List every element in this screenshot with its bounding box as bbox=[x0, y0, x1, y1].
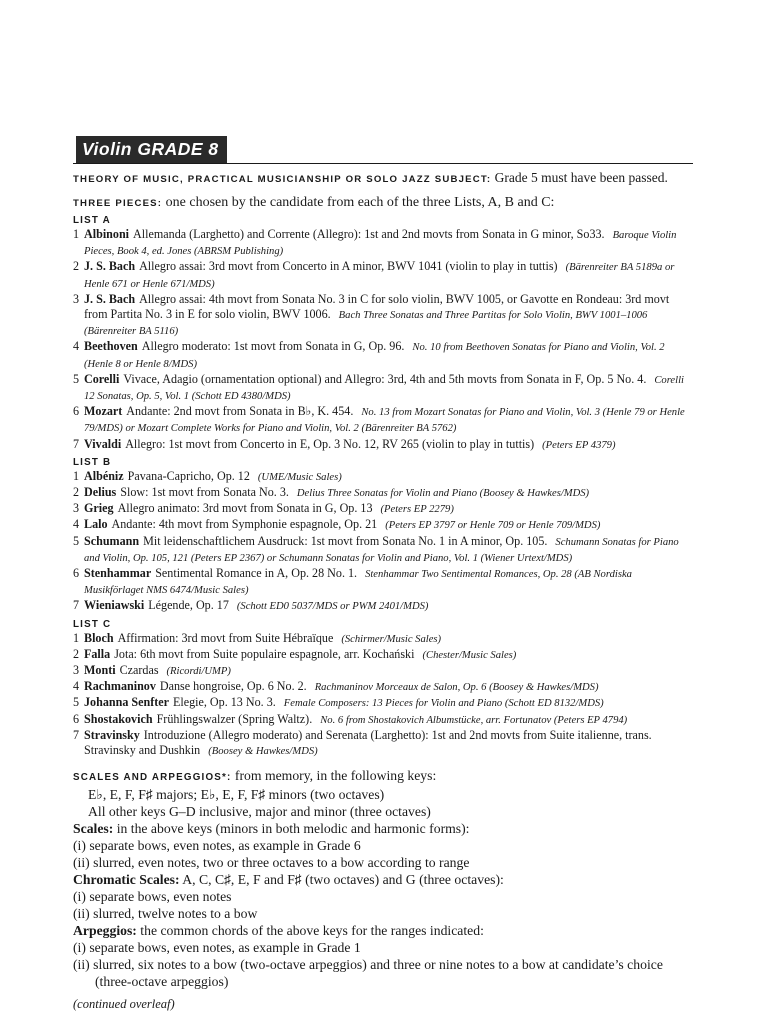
item-number: 6 bbox=[73, 566, 80, 581]
scales-req-label: Scales: bbox=[73, 821, 114, 837]
three-pieces bbox=[73, 195, 693, 211]
composer: Schumann bbox=[84, 533, 140, 548]
piece-title: Sentimental Romance in A, Op. 28 No. 1. bbox=[155, 566, 358, 581]
chromatic-requirement bbox=[73, 871, 693, 888]
list-item bbox=[73, 227, 693, 259]
piece-title: Légende, Op. 17 bbox=[148, 598, 229, 613]
scales-req-text: in the above keys (minors in both melodic and harmonic forms): bbox=[116, 821, 470, 837]
composer: Johanna Senfter bbox=[84, 695, 169, 710]
prerequisite-text: Grade 5 must have been passed. bbox=[494, 170, 668, 185]
arpeggios-option-i: (i) separate bows, even notes, as example in Grade 1 bbox=[73, 940, 361, 956]
chromatic-label: Chromatic Scales: bbox=[73, 872, 180, 888]
arpeggios-option-ii: (ii) slurred, six notes to a bow (two-octave arpeggios) and three or nine notes to a bow at candidate’s choice bbox=[73, 957, 663, 973]
publication: (Bärenreiter BA 5189a or Henle 671 or Henle 671/MDS) bbox=[84, 262, 675, 290]
publication: No. 6 from Shostakovich Albumstücke, arr. Fortunatov (Peters EP 4794) bbox=[320, 714, 628, 726]
three-pieces-text: one chosen by the candidate from each of the three Lists, A, B and C: bbox=[165, 195, 555, 210]
publication: (Peters EP 4379) bbox=[542, 439, 616, 451]
item-number: 6 bbox=[73, 711, 80, 726]
item-number: 1 bbox=[73, 468, 80, 483]
item-body bbox=[84, 469, 693, 485]
piece-title: Allegro assai: 4th movt from Sonata No. 3 in C for solo violin, BWV 1005, or Gavotte en Rondeau: 3rd movt from Partita No. 3 in E for solo violin, BWV 1006. bbox=[84, 291, 670, 322]
composer: Delius bbox=[84, 485, 117, 500]
publication: Stenhammar Two Sentimental Romances, Op. 28 (AB Nordiska Musikförlaget NMS 6474/Music Sales) bbox=[84, 569, 632, 597]
item-number: 4 bbox=[73, 679, 80, 694]
piece-title: Andante: 4th movt from Symphonie espagnole, Op. 21 bbox=[111, 517, 378, 532]
grade-title: Violin GRADE 8 bbox=[76, 136, 227, 163]
prerequisite-label: THEORY OF MUSIC, PRACTICAL MUSICIANSHIP OR SOLO JAZZ SUBJECT: bbox=[73, 174, 492, 185]
item-body bbox=[84, 404, 693, 436]
item-number: 5 bbox=[73, 695, 80, 710]
item-body bbox=[84, 566, 693, 598]
item-number: 7 bbox=[73, 727, 80, 742]
three-pieces-label: THREE PIECES: bbox=[73, 198, 163, 209]
arpeggios-label: Arpeggios: bbox=[73, 923, 137, 939]
chromatic-option-ii: (ii) slurred, twelve notes to a bow bbox=[73, 906, 258, 922]
composer: Albéniz bbox=[84, 468, 124, 483]
publication: Corelli 12 Sonatas, Op. 5, Vol. 1 (Schott ED 4380/MDS) bbox=[84, 374, 684, 403]
composer: Wieniawski bbox=[84, 598, 145, 613]
piece-title: Frühlingswalzer (Spring Waltz). bbox=[156, 711, 313, 726]
piece-title: Introduzione (Allegro moderato) and Serenata (Larghetto): 1st and 2nd movts from Suite italienne, trans. Stravinsky and Dushkin bbox=[84, 727, 652, 758]
item-number: 5 bbox=[73, 371, 80, 386]
title-row bbox=[73, 136, 693, 164]
composer: J. S. Bach bbox=[84, 291, 136, 306]
composer: J. S. Bach bbox=[84, 259, 136, 274]
item-number: 7 bbox=[73, 436, 80, 451]
list-item bbox=[73, 259, 693, 291]
composer: Stenhammar bbox=[84, 566, 152, 581]
item-body bbox=[84, 437, 693, 453]
item-body bbox=[84, 534, 693, 566]
item-body bbox=[84, 517, 693, 533]
chromatic-option-i: (i) separate bows, even notes bbox=[73, 889, 232, 905]
item-number: 6 bbox=[73, 404, 80, 419]
item-body bbox=[84, 647, 693, 663]
publication: Delius Three Sonatas for Violin and Piano (Boosey & Hawkes/MDS) bbox=[296, 488, 590, 500]
list-item bbox=[73, 712, 693, 728]
item-number: 3 bbox=[73, 501, 80, 516]
item-number: 1 bbox=[73, 630, 80, 645]
publication: Bach Three Sonatas and Three Partitas for Solo Violin, BWV 1001–1006 (Bärenreiter BA 5116) bbox=[84, 310, 648, 338]
composer: Grieg bbox=[84, 501, 114, 516]
item-body bbox=[84, 259, 693, 291]
piece-title: Allegro moderato: 1st movt from Sonata in G, Op. 96. bbox=[141, 339, 405, 354]
keys-line-2: All other keys G–D inclusive, major and minor (three octaves) bbox=[88, 804, 431, 820]
composer: Monti bbox=[84, 663, 116, 678]
composer: Bloch bbox=[84, 630, 114, 645]
scales-option-i: (i) separate bows, even notes, as example in Grade 6 bbox=[73, 838, 361, 854]
list-item bbox=[73, 485, 693, 501]
item-body bbox=[84, 728, 693, 759]
composer: Shostakovich bbox=[84, 711, 153, 726]
item-body bbox=[84, 631, 693, 647]
scales-label: SCALES AND ARPEGGIOS*: bbox=[73, 772, 232, 784]
publication: (Ricordi/UMP) bbox=[166, 666, 231, 678]
item-number: 3 bbox=[73, 291, 80, 306]
composer: Corelli bbox=[84, 371, 120, 386]
publication: Rachmaninov Morceaux de Salon, Op. 6 (Boosey & Hawkes/MDS) bbox=[314, 682, 599, 694]
piece-title: Pavana-Capricho, Op. 12 bbox=[127, 468, 250, 483]
list-item bbox=[73, 469, 693, 485]
piece-title: Czardas bbox=[119, 663, 159, 678]
item-number: 4 bbox=[73, 517, 80, 532]
item-number: 1 bbox=[73, 227, 80, 241]
publication: (Peters EP 3797 or Henle 709 or Henle 709/MDS) bbox=[385, 520, 601, 532]
list-item bbox=[73, 501, 693, 517]
piece-title: Allegro: 1st movt from Concerto in E, Op. 3 No. 12, RV 265 (violin to play in tuttis) bbox=[125, 436, 535, 451]
arpeggios-option-ii-cont: (three-octave arpeggios) bbox=[95, 974, 229, 990]
scales-heading bbox=[73, 767, 693, 786]
list-item bbox=[73, 647, 693, 663]
keys-line-1: E♭, E, F, F♯ majors; E♭, E, F, F♯ minors (two octaves) bbox=[88, 787, 385, 803]
item-number: 2 bbox=[73, 485, 80, 500]
list-item bbox=[73, 631, 693, 647]
item-body bbox=[84, 712, 693, 728]
list-item bbox=[73, 728, 693, 759]
composer: Beethoven bbox=[84, 339, 138, 354]
piece-title: Elegie, Op. 13 No. 3. bbox=[173, 695, 276, 710]
piece-title: Allegro assai: 3rd movt from Concerto in A minor, BWV 1041 (violin to play in tuttis) bbox=[139, 259, 558, 274]
piece-title: Allegro animato: 3rd movt from Sonata in G, Op. 13 bbox=[117, 501, 373, 516]
prerequisite bbox=[73, 170, 693, 188]
publication: Female Composers: 13 Pieces for Violin and Piano (Schott ED 8132/MDS) bbox=[283, 698, 604, 710]
publication: Baroque Violin Pieces, Book 4, ed. Jones (ABRSM Publishing) bbox=[84, 230, 677, 258]
publication: No. 13 from Mozart Sonatas for Piano and Violin, Vol. 3 (Henle 79 or Henle 79/MDS) or Mozart Complete Works for Piano and Violin, Vol. 2 (Bärenreiter BA 5762) bbox=[84, 407, 685, 435]
item-body bbox=[84, 598, 693, 614]
composer: Falla bbox=[84, 646, 111, 661]
piece-title: Andante: 2nd movt from Sonata in B♭, K. 454. bbox=[126, 404, 354, 419]
piece-lists bbox=[73, 214, 693, 759]
item-number: 2 bbox=[73, 259, 80, 274]
list-heading: LIST C bbox=[73, 618, 112, 630]
piece-title: Danse hongroise, Op. 6 No. 2. bbox=[159, 679, 307, 694]
piece-title: Jota: 6th movt from Suite populaire espagnole, arr. Kochański bbox=[114, 646, 415, 661]
publication: (Peters EP 2279) bbox=[380, 504, 454, 516]
scales-requirement bbox=[73, 820, 693, 837]
list-item bbox=[73, 534, 693, 566]
piece-title: Vivace, Adagio (ornamentation optional) and Allegro: 3rd, 4th and 5th movts from Sonata in F, Op. 5 No. 4. bbox=[123, 371, 647, 386]
piece-title: Slow: 1st movt from Sonata No. 3. bbox=[120, 485, 289, 500]
item-number: 5 bbox=[73, 533, 80, 548]
composer: Stravinsky bbox=[84, 727, 140, 742]
arpeggios-text: the common chords of the above keys for the ranges indicated: bbox=[140, 923, 484, 939]
list-item bbox=[73, 566, 693, 598]
item-body bbox=[84, 372, 693, 404]
item-body bbox=[84, 339, 693, 371]
publication: (Schirmer/Music Sales) bbox=[341, 633, 442, 645]
composer: Mozart bbox=[84, 404, 123, 419]
scales-intro: from memory, in the following keys: bbox=[234, 768, 437, 784]
list-item bbox=[73, 695, 693, 711]
composer: Lalo bbox=[84, 517, 108, 532]
item-body bbox=[84, 663, 693, 679]
composer: Vivaldi bbox=[84, 436, 122, 451]
list-item bbox=[73, 517, 693, 533]
publication: (UME/Music Sales) bbox=[257, 471, 342, 483]
list-heading: LIST A bbox=[73, 215, 111, 226]
piece-title: Affirmation: 3rd movt from Suite Hébraïque bbox=[117, 630, 334, 645]
continued-note: (continued overleaf) bbox=[73, 997, 175, 1012]
scales-section bbox=[73, 767, 693, 1013]
item-number: 4 bbox=[73, 339, 80, 354]
list-heading: LIST B bbox=[73, 456, 112, 468]
item-number: 2 bbox=[73, 646, 80, 661]
syllabus-page bbox=[73, 136, 693, 1013]
item-body bbox=[84, 695, 693, 711]
publication: (Chester/Music Sales) bbox=[422, 649, 517, 661]
item-body bbox=[84, 485, 693, 501]
chromatic-text: A, C, C♯, E, F and F♯ (two octaves) and G (three octaves): bbox=[182, 872, 504, 888]
publication: (Boosey & Hawkes/MDS) bbox=[208, 746, 318, 758]
scales-option-ii: (ii) slurred, even notes, two or three octaves to a bow according to range bbox=[73, 855, 470, 871]
list-item bbox=[73, 663, 693, 679]
item-body bbox=[84, 501, 693, 517]
arpeggios-requirement bbox=[73, 922, 693, 939]
item-number: 3 bbox=[73, 663, 80, 678]
item-body bbox=[84, 292, 693, 340]
list-item bbox=[73, 404, 693, 436]
list-item bbox=[73, 437, 693, 453]
item-number: 7 bbox=[73, 598, 80, 613]
list-item bbox=[73, 598, 693, 614]
item-body bbox=[84, 679, 693, 695]
item-body bbox=[84, 227, 693, 259]
composer: Rachmaninov bbox=[84, 679, 156, 694]
list-item bbox=[73, 339, 693, 371]
publication: Schumann Sonatas for Piano and Violin, Op. 105, 121 (Peters EP 2367) or Schumann Sonatas for Violin and Piano, Vol. 1 (Wiener Urtext/MDS) bbox=[84, 536, 679, 564]
publication: (Schott ED0 5037/MDS or PWM 2401/MDS) bbox=[236, 601, 429, 613]
list-item bbox=[73, 372, 693, 404]
list-item bbox=[73, 679, 693, 695]
piece-title: Allemanda (Larghetto) and Corrente (Allegro): 1st and 2nd movts from Sonata in G minor, So33. bbox=[133, 227, 605, 241]
publication: No. 10 from Beethoven Sonatas for Piano and Violin, Vol. 2 (Henle 8 or Henle 8/MDS) bbox=[84, 342, 665, 370]
piece-title: Mit leidenschaftlichem Ausdruck: 1st movt from Sonata No. 1 in A minor, Op. 105. bbox=[143, 533, 548, 548]
composer: Albinoni bbox=[84, 227, 130, 241]
list-item bbox=[73, 292, 693, 340]
